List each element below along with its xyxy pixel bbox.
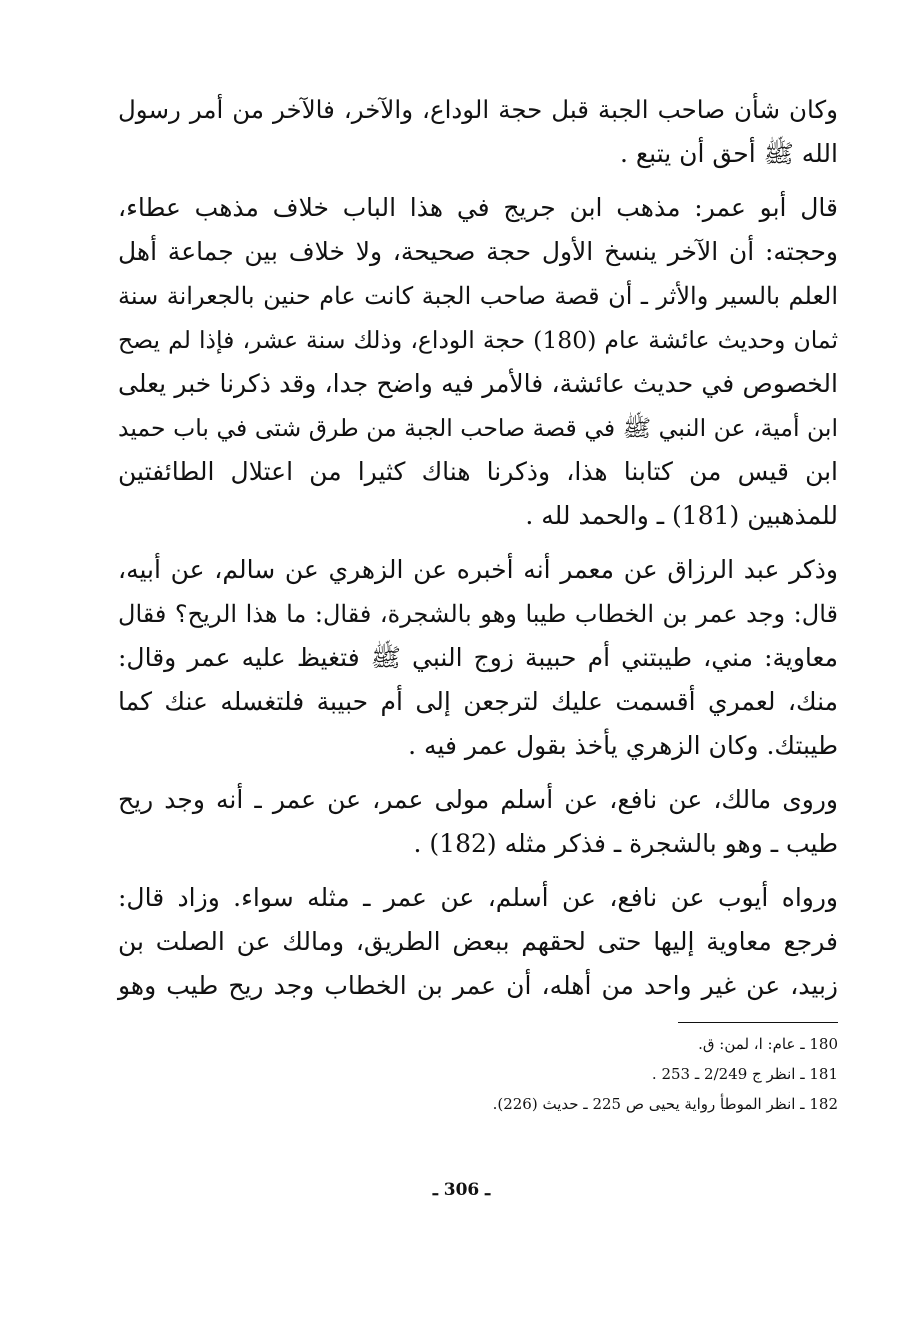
text-line: فرجع معاوية إليها حتى لحقهم ببعض الطريق، ومالك عن الصلت بن bbox=[118, 927, 838, 956]
text-line: الله ﷺ أحق أن يتبع . bbox=[619, 139, 838, 168]
text-line: ثمان وحديث عائشة عام (180) حجة الوداع، وذلك سنة عشر، فإذا لم يصح bbox=[118, 326, 838, 354]
footnote-180: 180 ـ عام: ا، لمن: ق. bbox=[698, 1035, 838, 1053]
paragraph-4 bbox=[118, 778, 838, 866]
text-line: وكان شأن صاحب الجبة قبل حجة الوداع، والآخر، فالآخر من أمر رسول bbox=[118, 95, 838, 124]
paragraph-2 bbox=[118, 186, 838, 538]
footnote-divider bbox=[678, 1022, 838, 1023]
main-text bbox=[118, 88, 838, 1018]
text-line: طيبتك. وكان الزهري يأخذ بقول عمر فيه . bbox=[408, 731, 838, 760]
page-number: ـ 306 ـ bbox=[432, 1180, 491, 1200]
text-line: قال أبو عمر: مذهب ابن جريج في هذا الباب خلاف مذهب عطاء، bbox=[118, 193, 838, 222]
text-line: وذكر عبد الرزاق عن معمر أنه أخبره عن الزهري عن سالم، عن أبيه، bbox=[118, 555, 838, 584]
footnote-182: 182 ـ انظر الموطأ رواية يحيى ص 225 ـ حديث (226). bbox=[492, 1095, 838, 1113]
paragraph-3 bbox=[118, 548, 838, 768]
text-line: ابن قيس من كتابنا هذا، وذكرنا هناك كثيرا من اعتلال الطائفتين bbox=[118, 457, 838, 486]
footnotes bbox=[180, 1022, 838, 1119]
text-line: وحجته: أن الآخر ينسخ الأول حجة صحيحة، ولا خلاف بين جماعة أهل bbox=[118, 237, 838, 266]
text-line: الخصوص في حديث عائشة، فالأمر فيه واضح جدا، وقد ذكرنا خبر يعلى bbox=[118, 369, 838, 398]
text-line: زبيد، عن غير واحد من أهله، أن عمر بن الخطاب وجد ريح طيب وهو bbox=[118, 971, 838, 1000]
text-line: معاوية: مني، طيبتني أم حبيبة زوج النبي ﷺ فتغيظ عليه عمر وقال: bbox=[118, 643, 838, 672]
text-line: العلم بالسير والأثر ـ أن قصة صاحب الجبة كانت عام حنين بالجعرانة سنة bbox=[118, 282, 838, 310]
paragraph-1 bbox=[118, 88, 838, 176]
paragraph-5 bbox=[118, 876, 838, 1008]
text-line: ابن أمية، عن النبي ﷺ في قصة صاحب الجبة من طرق شتى في باب حميد bbox=[118, 414, 838, 442]
text-line: طيب ـ وهو بالشجرة ـ فذكر مثله (182) . bbox=[413, 829, 838, 858]
text-line: وروى مالك، عن نافع، عن أسلم مولى عمر، عن عمر ـ أنه وجد ريح bbox=[118, 785, 838, 814]
text-line: قال: وجد عمر بن الخطاب طيبا وهو بالشجرة، فقال: ما هذا الريح؟ فقال bbox=[118, 600, 838, 628]
text-line: ورواه أيوب عن نافع، عن أسلم، عن عمر ـ مثله سواء. وزاد قال: bbox=[118, 883, 838, 912]
text-line: للمذهبين (181) ـ والحمد لله . bbox=[525, 501, 838, 530]
footnote-181: 181 ـ انظر ج 2/249 ـ 253 . bbox=[651, 1065, 838, 1083]
text-line: منك، لعمري أقسمت عليك لترجعن إلى أم حبيبة فلتغسله عنك كما bbox=[118, 687, 838, 716]
